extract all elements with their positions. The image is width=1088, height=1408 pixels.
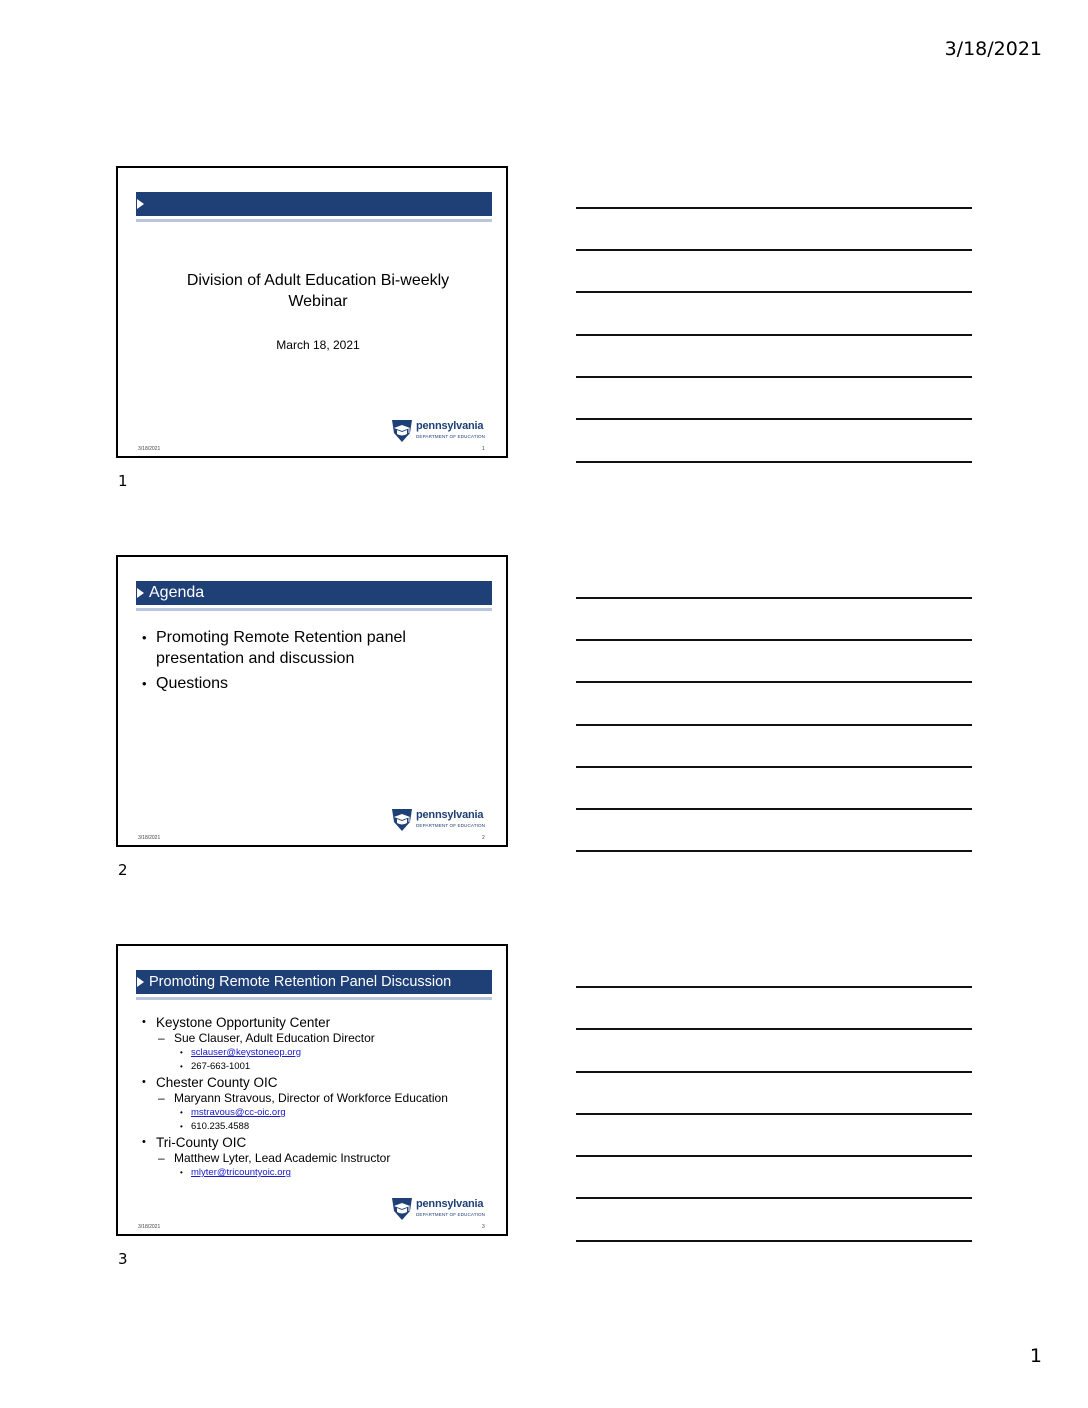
keystone-graduation-cap-icon	[390, 808, 414, 832]
logo-brand: pennsylvania	[416, 1198, 484, 1210]
keystone-graduation-cap-icon	[390, 419, 414, 443]
note-line	[576, 249, 972, 251]
slide-footer-number: 2	[482, 835, 485, 841]
slide-1	[116, 166, 508, 458]
arrow-icon	[137, 977, 144, 987]
logo-brand: pennsylvania	[416, 420, 484, 432]
note-line	[576, 681, 972, 683]
slide-label-1: 1	[118, 472, 128, 490]
agenda-item-line: presentation and discussion	[156, 650, 355, 667]
org-contact-person: – Matthew Lyter, Lead Academic Instructor	[140, 1151, 490, 1166]
contact-email	[140, 1106, 490, 1120]
org-name: • Tri-County OIC	[140, 1134, 490, 1151]
slide-2	[116, 555, 508, 847]
note-line	[576, 1240, 972, 1242]
cover-title	[148, 270, 488, 312]
slide-footer-number: 1	[482, 446, 485, 452]
note-line	[576, 1113, 972, 1115]
page-date: 3/18/2021	[944, 38, 1042, 60]
note-line	[576, 850, 972, 852]
note-line	[576, 1155, 972, 1157]
note-line	[576, 334, 972, 336]
slide-footer-date: 3/18/2021	[138, 1224, 161, 1230]
note-line	[576, 461, 972, 463]
slide-title: Agenda	[149, 584, 205, 601]
title-underline	[136, 997, 492, 1000]
logo-dept: DEPARTMENT OF EDUCATION	[416, 823, 486, 828]
slide-footer-number: 3	[482, 1224, 485, 1230]
note-line	[576, 639, 972, 641]
title-underline	[136, 608, 492, 611]
agenda-item-line: Questions	[156, 675, 229, 692]
slide-title-bar	[136, 970, 492, 994]
email-link[interactable]: sclauser@keystoneop.org	[191, 1047, 301, 1058]
note-line	[576, 1028, 972, 1030]
note-line	[576, 376, 972, 378]
pa-education-logo	[390, 419, 494, 443]
slide-label-2: 2	[118, 861, 128, 879]
note-line	[576, 597, 972, 599]
note-line	[576, 986, 972, 988]
slide-3	[116, 944, 508, 1236]
agenda-list	[140, 627, 480, 698]
cover-title-line-2: Webinar	[288, 293, 348, 310]
slide-label-3: 3	[118, 1250, 128, 1268]
agenda-item-line: Promoting Remote Retention panel	[156, 629, 406, 646]
logo-dept: DEPARTMENT OF EDUCATION	[416, 1212, 486, 1217]
logo-brand: pennsylvania	[416, 809, 484, 821]
pa-education-logo	[390, 808, 494, 832]
slide-title-bar	[136, 581, 492, 605]
page-number: 1	[1029, 1345, 1042, 1367]
note-line	[576, 207, 972, 209]
org-name: • Keystone Opportunity Center	[140, 1014, 490, 1031]
note-line	[576, 724, 972, 726]
agenda-item	[140, 673, 480, 694]
note-line	[576, 808, 972, 810]
logo-dept: DEPARTMENT OF EDUCATION	[416, 434, 486, 439]
contact-phone: • 267-663-1001	[140, 1060, 490, 1074]
slide-title-bar	[136, 192, 492, 216]
agenda-item	[140, 627, 480, 669]
arrow-icon	[137, 588, 144, 598]
cover-title-line-1: Division of Adult Education Bi-weekly	[186, 272, 450, 289]
slide-footer-date: 3/18/2021	[138, 835, 161, 841]
note-line	[576, 1197, 972, 1199]
contact-phone: • 610.235.4588	[140, 1120, 490, 1134]
slide-title: Promoting Remote Retention Panel Discussion	[149, 974, 452, 990]
note-line	[576, 766, 972, 768]
panel-list	[140, 1014, 490, 1180]
note-line	[576, 291, 972, 293]
title-underline	[136, 219, 492, 222]
org-contact-person: – Sue Clauser, Adult Education Director	[140, 1031, 490, 1046]
keystone-graduation-cap-icon	[390, 1197, 414, 1221]
pa-education-logo	[390, 1197, 494, 1221]
arrow-icon	[137, 199, 144, 209]
contact-email	[140, 1046, 490, 1060]
note-line	[576, 1071, 972, 1073]
contact-email	[140, 1166, 490, 1180]
note-line	[576, 418, 972, 420]
org-name: • Chester County OIC	[140, 1074, 490, 1091]
email-link[interactable]: mstravous@cc-oic.org	[191, 1107, 286, 1118]
cover-date: March 18, 2021	[276, 338, 360, 352]
email-link[interactable]: mlyter@tricountyoic.org	[191, 1167, 291, 1178]
slide-footer-date: 3/18/2021	[138, 446, 161, 452]
org-contact-person: – Maryann Stravous, Director of Workforce Education	[140, 1091, 490, 1106]
